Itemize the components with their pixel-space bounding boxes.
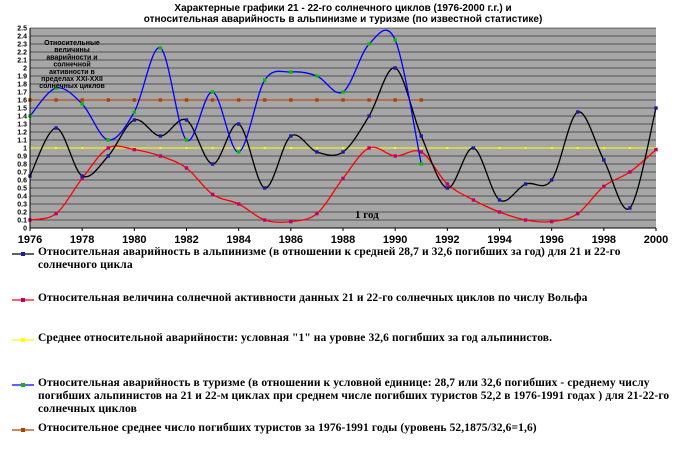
point-solar-15 (420, 150, 423, 153)
point-alpinism-11 (315, 150, 318, 153)
point-alpinism-15 (420, 134, 423, 137)
point-average-9 (264, 147, 266, 149)
point-tourism_avg-2 (80, 98, 83, 101)
point-average-1 (55, 147, 57, 149)
chart-title-line-1: Характерные графики 21 - 22-го солнечного циклов (1976-2000 г.г.) и (174, 3, 512, 14)
y-tick-label-21: 2.1 (17, 57, 27, 65)
x-tick-label-11: 1998 (591, 234, 617, 246)
point-tourism_avg-9 (263, 98, 266, 101)
legend-swatch-tourism-marker (21, 383, 25, 387)
x-tick-label-1: 1978 (69, 234, 95, 246)
point-average-15 (420, 147, 422, 149)
inner-annotation-line-6: солнечных циклов (39, 83, 105, 91)
point-tourism_avg-3 (107, 98, 110, 101)
x-tick-label-7: 1990 (382, 234, 408, 246)
x-tick-label-8: 1992 (435, 234, 460, 246)
point-alpinism-3 (107, 154, 110, 157)
point-tourism-9 (263, 78, 266, 81)
y-tick-label-17: 1.7 (17, 89, 27, 97)
point-tourism_avg-14 (393, 98, 396, 101)
point-tourism-8 (237, 150, 240, 153)
point-tourism-13 (367, 42, 370, 45)
inner-annotation-line-1: величины (54, 47, 90, 55)
point-alpinism-20 (550, 178, 553, 181)
point-alpinism-8 (237, 122, 240, 125)
point-average-19 (525, 147, 527, 149)
y-tick-label-4: 0.4 (17, 193, 27, 201)
y-tick-label-16: 1.6 (17, 97, 27, 105)
point-average-18 (499, 147, 501, 149)
point-alpinism-2 (80, 174, 83, 177)
point-alpinism-9 (263, 186, 266, 189)
y-tick-label-11: 1.1 (17, 137, 27, 145)
point-alpinism-4 (133, 118, 136, 121)
y-tick-label-19: 1.9 (17, 73, 27, 81)
legend-swatch-tourism (12, 381, 34, 389)
point-solar-10 (289, 220, 292, 223)
y-tick-label-20: 2 (23, 65, 27, 73)
point-solar-3 (107, 146, 110, 149)
x-tick-label-4: 1984 (226, 234, 251, 246)
point-solar-18 (498, 210, 501, 213)
y-tick-label-0: 0 (23, 225, 27, 233)
point-alpinism-16 (446, 186, 449, 189)
y-tick-label-25: 2.5 (17, 25, 27, 33)
legend-swatch-average (12, 336, 34, 344)
legend-label-tourism: Относительная аварийность в туризме (в отношении к условной единице: 28,7 или 32,6 погибших - среднему числу погибших альпинистов на 21 и 22-м циклах при среднем числе погибших туристов 52,2 в 1976-1991 годах ) для 21-22-го солнечных циклов (38, 377, 670, 415)
point-alpinism-10 (289, 134, 292, 137)
y-tick-label-24: 2.4 (17, 33, 27, 41)
legend-swatch-average-marker (21, 338, 25, 342)
inner-annotation-line-5: пределах ХХI-ХХII (41, 76, 103, 83)
point-average-16 (446, 147, 448, 149)
point-solar-21 (576, 212, 579, 215)
point-solar-13 (367, 146, 370, 149)
y-tick-label-5: 0.5 (17, 185, 27, 193)
point-average-2 (81, 147, 83, 149)
legend-swatch-alpinism-marker (21, 252, 25, 256)
y-tick-label-7: 0.7 (17, 169, 27, 177)
point-solar-8 (237, 202, 240, 205)
point-average-20 (551, 147, 553, 149)
point-tourism-10 (289, 70, 292, 73)
y-tick-label-1: 0.1 (17, 217, 27, 225)
inner-annotation-line-0: Относительные (44, 40, 100, 47)
point-alpinism-23 (628, 206, 631, 209)
legend-swatch-tourism-avg-marker (21, 428, 25, 432)
y-tick-label-6: 0.6 (17, 177, 27, 185)
point-tourism_avg-13 (367, 98, 370, 101)
point-alpinism-13 (367, 114, 370, 117)
point-average-12 (342, 147, 344, 149)
chart-title-line-2: относительная аварийность в альпинизме и туризме (по известной статистике) (143, 14, 543, 25)
point-alpinism-1 (54, 126, 57, 129)
point-solar-22 (602, 185, 605, 188)
point-solar-5 (159, 154, 162, 157)
inner-annotation-line-2: аварийности и (46, 54, 98, 62)
x-tick-label-6: 1988 (330, 234, 356, 246)
legend-label-solar: Относительная величина солнечной активности данных 21 и 22-го солнечных циклов по числу Вольфа (38, 292, 588, 304)
point-tourism_avg-15 (420, 98, 423, 101)
point-average-8 (238, 147, 240, 149)
point-tourism_avg-1 (54, 98, 57, 101)
point-solar-20 (550, 220, 553, 223)
point-alpinism-22 (602, 158, 605, 161)
point-alpinism-19 (524, 182, 527, 185)
x-tick-label-0: 1976 (17, 234, 43, 246)
point-solar-4 (133, 148, 136, 151)
point-alpinism-14 (393, 66, 396, 69)
y-tick-label-23: 2.3 (17, 41, 27, 49)
point-average-21 (577, 147, 579, 149)
legend-swatch-tourism-avg (12, 426, 34, 434)
point-solar-9 (263, 218, 266, 221)
x-tick-label-10: 1996 (539, 234, 564, 246)
point-alpinism-21 (576, 110, 579, 113)
point-tourism_avg-5 (159, 98, 162, 101)
inner-annotation-line-4: активности в (49, 68, 95, 76)
point-alpinism-6 (185, 118, 188, 121)
point-tourism_avg-6 (185, 98, 188, 101)
point-tourism-2 (80, 102, 83, 105)
point-alpinism-5 (159, 134, 162, 137)
legend-swatch-solar-marker (21, 298, 25, 302)
y-tick-label-9: 0.9 (17, 153, 27, 161)
point-alpinism-12 (341, 150, 344, 153)
point-tourism_avg-10 (289, 98, 292, 101)
point-solar-7 (211, 193, 214, 196)
point-average-7 (212, 147, 214, 149)
point-solar-12 (341, 177, 344, 180)
point-solar-16 (446, 182, 449, 185)
point-tourism_avg-12 (341, 98, 344, 101)
point-solar-23 (628, 170, 631, 173)
point-tourism_avg-8 (237, 98, 240, 101)
point-tourism_avg-7 (211, 98, 214, 101)
point-tourism-5 (159, 46, 162, 49)
point-alpinism-7 (211, 162, 214, 165)
x-tick-label-12: 2000 (643, 234, 669, 246)
point-tourism-14 (393, 38, 396, 41)
point-average-11 (316, 147, 318, 149)
point-tourism-6 (185, 138, 188, 141)
point-solar-1 (54, 212, 57, 215)
x-tick-label-2: 1980 (122, 234, 147, 246)
y-tick-label-3: 0.3 (17, 201, 27, 209)
point-alpinism-24 (654, 106, 657, 109)
legend-swatch-solar (12, 296, 34, 304)
y-tick-label-8: 0.8 (17, 161, 27, 169)
legend-label-tourism-avg: Относительное среднее число погибших туристов за 1976-1991 годы (уровень 52,1875/32,6=1,6) (38, 422, 537, 434)
x-tick-label-3: 1982 (174, 234, 199, 246)
point-solar-11 (315, 212, 318, 215)
point-average-14 (394, 147, 396, 149)
one-year-annotation: 1 год (355, 209, 379, 221)
inner-annotation-line-3: солнечной (53, 61, 91, 69)
point-solar-6 (185, 166, 188, 169)
point-tourism-4 (133, 110, 136, 113)
legend-label-alpinism: Относительная аварийность в альпинизме (в отношении к средней 28,7 и 32,6 погибших за год) для 21 и 22-го солнечного цикла (38, 246, 621, 271)
point-tourism-15 (420, 162, 423, 165)
point-average-6 (186, 147, 188, 149)
y-tick-label-22: 2.2 (17, 49, 27, 57)
legend-swatch-alpinism (12, 250, 34, 258)
y-tick-label-18: 1.8 (17, 81, 27, 89)
x-tick-label-9: 1994 (487, 234, 512, 246)
point-alpinism-17 (472, 146, 475, 149)
y-tick-label-15: 1.5 (17, 105, 27, 113)
point-solar-17 (472, 198, 475, 201)
y-tick-label-2: 0.2 (17, 209, 27, 217)
legend-label-average: Среднее относительной аварийности: условная "1" на уровне 32,6 погибших за год альпинистов. (38, 332, 553, 344)
point-tourism-12 (341, 90, 344, 93)
point-solar-14 (393, 154, 396, 157)
point-tourism_avg-4 (133, 98, 136, 101)
point-average-10 (290, 147, 292, 149)
x-tick-label-5: 1986 (278, 234, 304, 246)
y-tick-label-14: 1.4 (17, 113, 27, 121)
point-tourism-3 (107, 138, 110, 141)
point-average-22 (603, 147, 605, 149)
point-tourism-7 (211, 90, 214, 93)
y-tick-label-10: 1 (23, 145, 27, 153)
point-alpinism-18 (498, 198, 501, 201)
point-average-23 (629, 147, 631, 149)
y-tick-label-12: 1.2 (17, 129, 27, 137)
point-tourism_avg-11 (315, 98, 318, 101)
point-average-5 (159, 147, 161, 149)
point-solar-24 (654, 148, 657, 151)
point-tourism-11 (315, 74, 318, 77)
y-tick-label-13: 1.3 (17, 121, 27, 129)
point-solar-19 (524, 218, 527, 221)
